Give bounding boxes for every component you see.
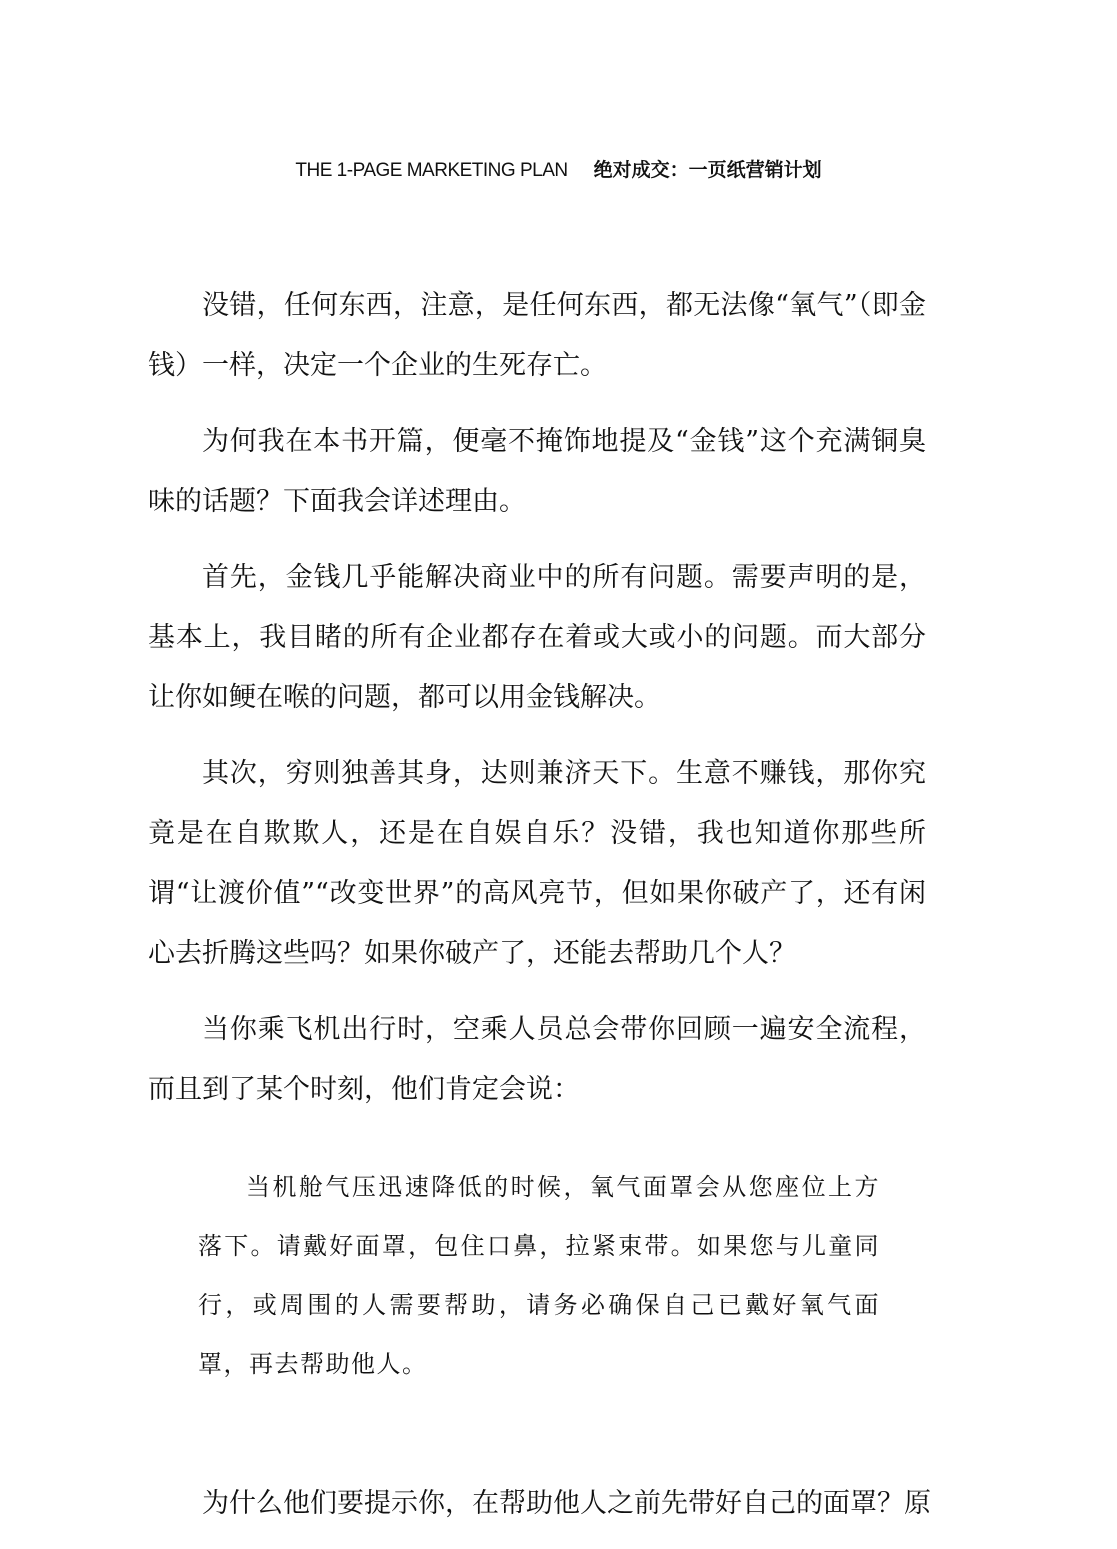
block-quote (198, 1158, 880, 1394)
running-header (0, 156, 1117, 185)
paragraph: 为什么他们要提示你，在帮助他人之前先带好自己的面罩？原 (202, 1488, 931, 1519)
book-title-chinese: 绝对成交：一页纸营销计划 (593, 159, 822, 181)
continued-text (148, 1474, 931, 1534)
quote-text: 当机舱气压迅速降低的时候，氧气面罩会从您座位上方落下。请戴好面罩，包住口鼻，拉紧束带。如果您与儿童同行，或周围的人需要帮助，请务必确保自己已戴好氧气面罩，再去帮助他人。 (198, 1173, 880, 1378)
paragraph: 当你乘飞机出行时，空乘人员总会带你回顾一遍安全流程，而且到了某个时刻，他们肯定会说： (148, 1014, 926, 1105)
paragraph: 为何我在本书开篇，便毫不掩饰地提及“金钱”这个充满铜臭味的话题？下面我会详述理由。 (148, 426, 926, 517)
paragraph: 首先，金钱几乎能解决商业中的所有问题。需要声明的是，基本上，我目睹的所有企业都存在着或大或小的问题。而大部分让你如鲠在喉的问题，都可以用金钱解决。 (148, 562, 926, 713)
paragraph: 没错，任何东西，注意，是任何东西，都无法像“氧气”（即金钱）一样，决定一个企业的生死存亡。 (148, 290, 926, 381)
book-title-english: THE 1-PAGE MARKETING PLAN (295, 160, 568, 181)
paragraph: 其次，穷则独善其身，达则兼济天下。生意不赚钱，那你究竟是在自欺欺人，还是在自娱自乐？没错，我也知道你那些所谓“让渡价值”“改变世界”的高风亮节，但如果你破产了，还有闲心去折腾这些吗？如果你破产了，还能去帮助几个人？ (148, 758, 926, 969)
body-text (148, 276, 926, 1136)
